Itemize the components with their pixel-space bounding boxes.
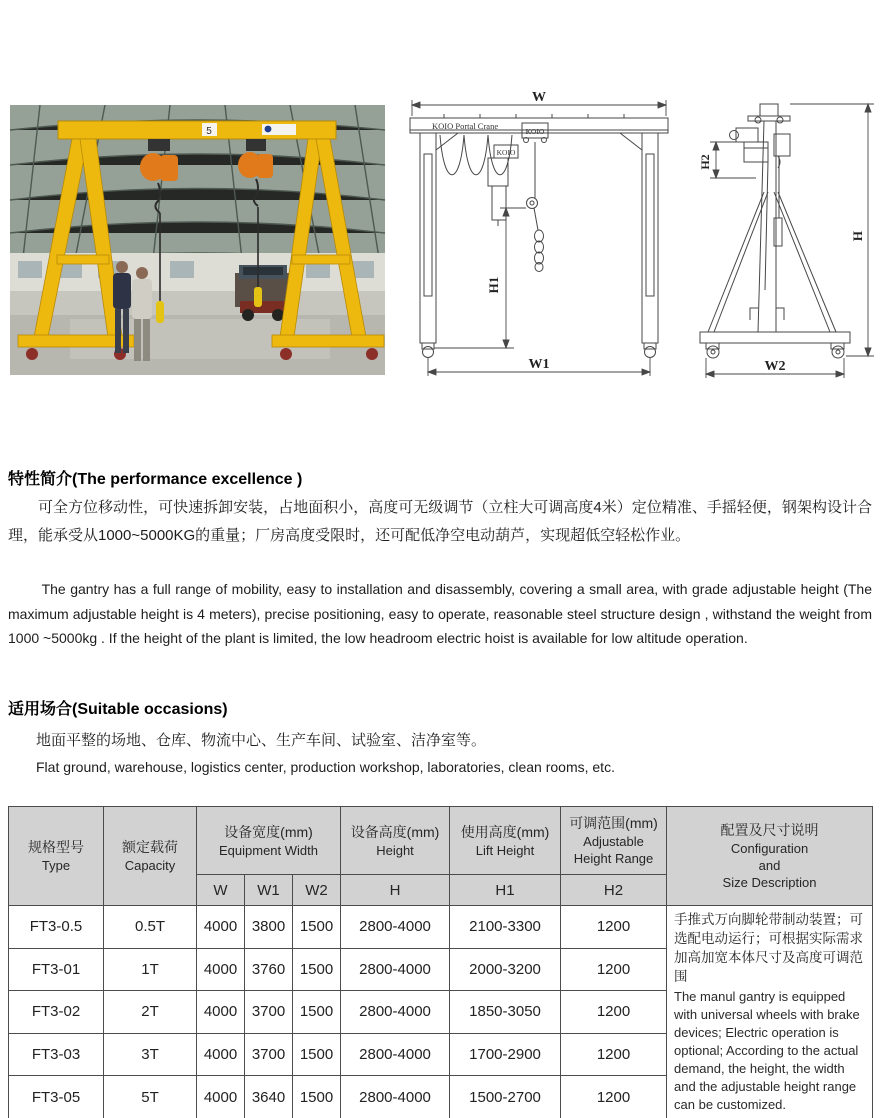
col-header-type: 规格型号 Type bbox=[9, 807, 104, 906]
cell-h1: 1700-2900 bbox=[450, 1033, 561, 1076]
hoist-label: KOIO bbox=[496, 148, 516, 157]
configuration-note-en: The manul gantry is equipped with universal wheels with brake devices; Electric operation is optional; According to the actual demand, the height, the width and the adjustable height range can be customized. bbox=[674, 989, 860, 1112]
cell-type: FT3-03 bbox=[9, 1033, 104, 1076]
cell-h: 2800-4000 bbox=[341, 906, 450, 949]
cell-type: FT3-01 bbox=[9, 948, 104, 991]
dim-w1-label: W1 bbox=[528, 357, 550, 372]
cell-w1: 3700 bbox=[245, 1033, 293, 1076]
trolley-hoist bbox=[522, 123, 548, 272]
low-headroom-hoist bbox=[488, 145, 518, 226]
performance-section-title: 特性简介(The performance excellence ) bbox=[8, 471, 303, 488]
top-assembly bbox=[730, 104, 791, 168]
cell-capacity: 0.5T bbox=[104, 906, 197, 949]
spec-table bbox=[8, 806, 873, 1118]
cell-w: 4000 bbox=[197, 906, 245, 949]
a-frame-legs bbox=[708, 192, 836, 332]
cell-w: 4000 bbox=[197, 991, 245, 1034]
occasions-section-title: 适用场合(Suitable occasions) bbox=[8, 701, 228, 718]
dim-h bbox=[790, 104, 874, 356]
cell-h: 2800-4000 bbox=[341, 1076, 450, 1118]
col-header-capacity: 额定载荷 Capacity bbox=[104, 807, 197, 906]
cell-w1: 3760 bbox=[245, 948, 293, 991]
dim-h1 bbox=[434, 208, 526, 348]
dim-h2-label: H2 bbox=[698, 154, 712, 170]
sub-header-h2: H2 bbox=[561, 875, 667, 906]
cell-h1: 1850-3050 bbox=[450, 991, 561, 1034]
trolley-label: KOIO bbox=[525, 127, 545, 136]
cell-h: 2800-4000 bbox=[341, 1033, 450, 1076]
sub-header-h1: H1 bbox=[450, 875, 561, 906]
dim-w-label: W bbox=[532, 90, 546, 105]
cell-w2: 1500 bbox=[293, 1033, 341, 1076]
cell-w: 4000 bbox=[197, 1033, 245, 1076]
beam-badge: 5 bbox=[206, 126, 212, 137]
mast bbox=[758, 121, 776, 332]
casters bbox=[422, 343, 656, 358]
cell-capacity: 2T bbox=[104, 991, 197, 1034]
occasions-body-zh: 地面平整的场地、仓库、物流中心、生产车间、试验室、洁净室等。 bbox=[36, 732, 487, 749]
performance-body-zh: 可全方位移动性，可快速拆卸安装，占地面积小，高度可无级调节（立柱大可调高度4米）定位精准、手摇轻便，钢架构设计合理，能承受从1000~5000KG的重量；厂房高度受限时，还可配低净空电动葫芦，实现超低空轻松作业。 bbox=[8, 499, 872, 544]
beam-logo bbox=[265, 126, 272, 133]
cell-w2: 1500 bbox=[293, 948, 341, 991]
sub-header-w2: W2 bbox=[293, 875, 341, 906]
truck bbox=[235, 265, 291, 321]
cell-w2: 1500 bbox=[293, 1076, 341, 1118]
cell-capacity: 3T bbox=[104, 1033, 197, 1076]
configuration-note-zh: 手推式万向脚轮带制动装置；可选配电动运行；可根据实际需求加高加宽本体尺寸及高度可调范围 bbox=[674, 912, 864, 984]
dim-w2-label: W2 bbox=[764, 359, 786, 374]
performance-body-en: The gantry has a full range of mobility, easy to installation and disassembly, covering a small area, with grade adjustable height (The maximum adjustable height is 4 meters), precise positioning, easy to operate, reasonable steel structure design , withstand the weight from 1000 ~5000kg . If the height of the plant is limited, the low headroom electric hoist is available for low altitude operation. bbox=[8, 581, 872, 646]
cell-w: 4000 bbox=[197, 948, 245, 991]
side-view-drawing bbox=[686, 90, 878, 382]
base-casters bbox=[700, 332, 850, 358]
col-header-equipment-width: 设备宽度(mm) Equipment Width bbox=[197, 807, 341, 875]
col-header-adjustable-range: 可调范围(mm) Adjustable Height Range bbox=[561, 807, 667, 875]
cell-h2: 1200 bbox=[561, 1076, 667, 1118]
cell-w2: 1500 bbox=[293, 906, 341, 949]
sub-header-w: W bbox=[197, 875, 245, 906]
cell-h1: 1500-2700 bbox=[450, 1076, 561, 1118]
col-header-lift-height: 使用高度(mm) Lift Height bbox=[450, 807, 561, 875]
cell-configuration-note bbox=[667, 906, 873, 1118]
occasions-body-en: Flat ground, warehouse, logistics center, production workshop, laboratories, clean rooms, etc. bbox=[36, 759, 615, 775]
table-row bbox=[9, 906, 873, 949]
cell-h2: 1200 bbox=[561, 991, 667, 1034]
cell-w1: 3700 bbox=[245, 991, 293, 1034]
product-photo bbox=[10, 105, 385, 375]
cell-w1: 3800 bbox=[245, 906, 293, 949]
cell-h: 2800-4000 bbox=[341, 948, 450, 991]
col-header-configuration: 配置及尺寸说明 Configuration and Size Description bbox=[667, 807, 873, 906]
cell-type: FT3-02 bbox=[9, 991, 104, 1034]
cell-h2: 1200 bbox=[561, 1033, 667, 1076]
brand-text: KOIO Portal Crane bbox=[432, 121, 499, 131]
cell-w1: 3640 bbox=[245, 1076, 293, 1118]
sub-header-w1: W1 bbox=[245, 875, 293, 906]
columns bbox=[420, 133, 658, 343]
cell-h2: 1200 bbox=[561, 906, 667, 949]
cell-h: 2800-4000 bbox=[341, 991, 450, 1034]
dim-h2 bbox=[710, 142, 756, 178]
dim-h1-label: H1 bbox=[486, 276, 501, 294]
dim-h-label: H bbox=[850, 230, 865, 242]
cell-type: FT3-0.5 bbox=[9, 906, 104, 949]
cell-capacity: 1T bbox=[104, 948, 197, 991]
cell-h1: 2000-3200 bbox=[450, 948, 561, 991]
cell-h2: 1200 bbox=[561, 948, 667, 991]
cell-capacity: 5T bbox=[104, 1076, 197, 1118]
col-header-height: 设备高度(mm) Height bbox=[341, 807, 450, 875]
sub-header-h: H bbox=[341, 875, 450, 906]
cell-w2: 1500 bbox=[293, 991, 341, 1034]
cell-h1: 2100-3300 bbox=[450, 906, 561, 949]
wall-base-band bbox=[10, 291, 385, 315]
cell-w: 4000 bbox=[197, 1076, 245, 1118]
cell-type: FT3-05 bbox=[9, 1076, 104, 1118]
front-view-drawing bbox=[398, 90, 682, 382]
